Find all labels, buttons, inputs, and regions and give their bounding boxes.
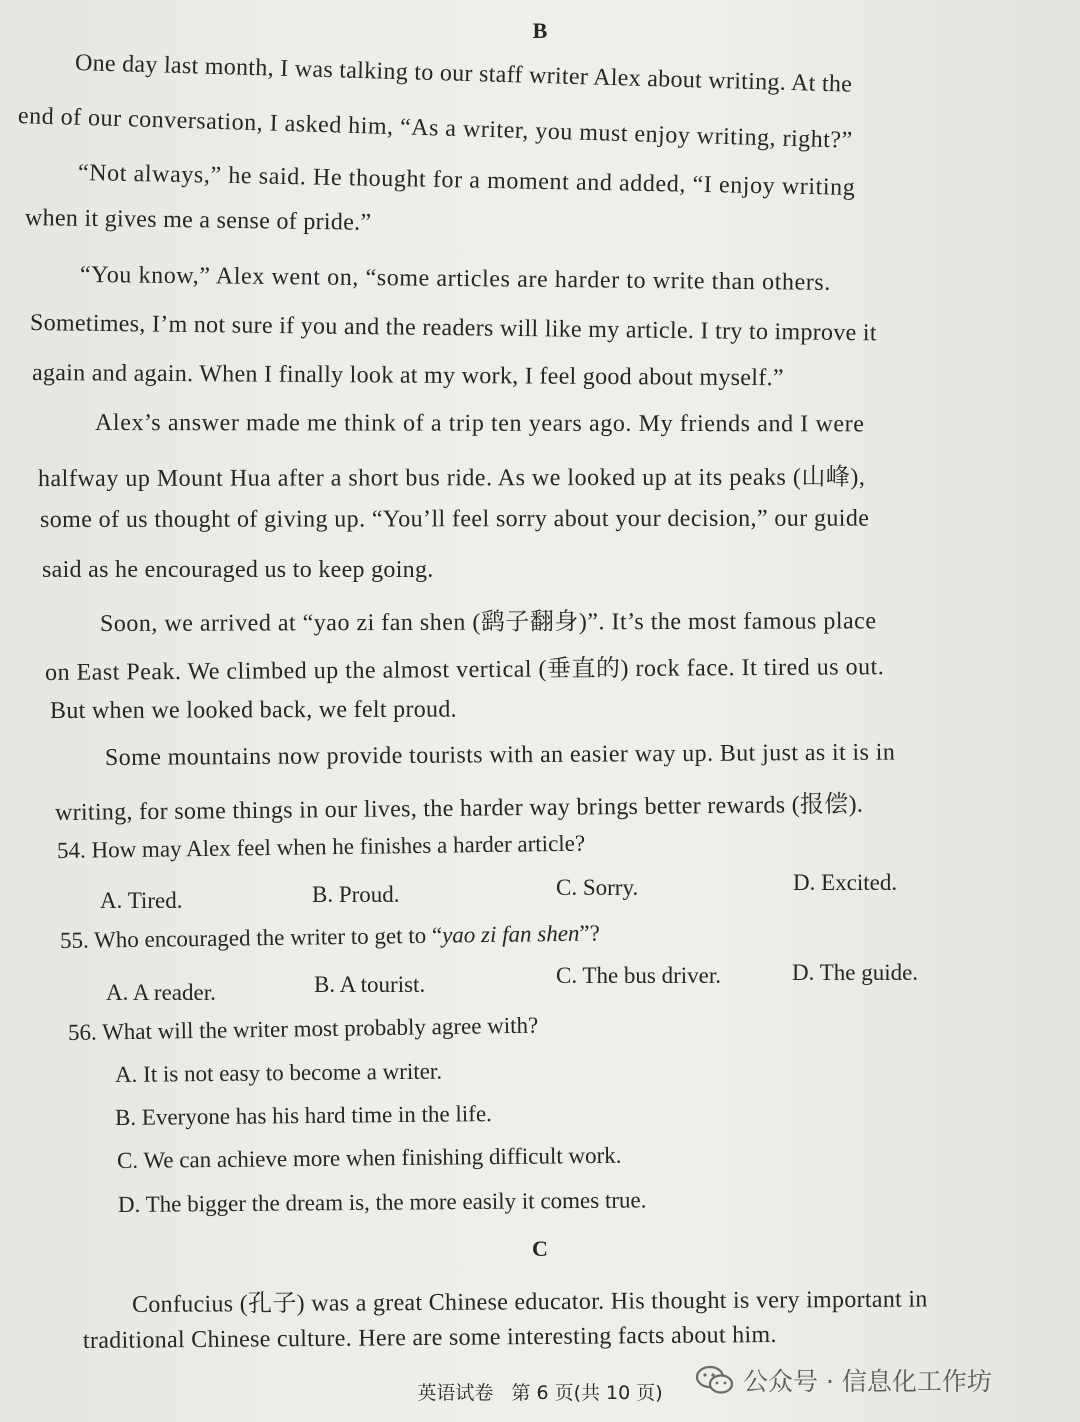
q55-option-d[interactable]: D. The guide. bbox=[792, 960, 919, 985]
passage-line: But when we looked back, we felt proud. bbox=[49, 696, 457, 724]
q56-option-a[interactable]: A. It is not easy to become a writer. bbox=[114, 1058, 443, 1087]
q55-option-b[interactable]: B. A tourist. bbox=[314, 972, 426, 997]
passage-line: again and again. When I finally look at my work, I feel good about myself.” bbox=[31, 360, 784, 392]
passage-line: Sometimes, I’m not sure if you and the readers will like my article. I try to improve it bbox=[29, 310, 877, 347]
section-b-heading: B bbox=[532, 18, 548, 43]
question-55 bbox=[60, 920, 600, 954]
passage-line: “Not always,” he said. He thought for a moment and added, “I enjoy writing bbox=[77, 160, 856, 201]
passage-line: some of us thought of giving up. “You’ll feel sorry about your decision,” our guide bbox=[39, 505, 870, 533]
q54-option-b[interactable]: B. Proud. bbox=[312, 882, 400, 907]
q54-option-c[interactable]: C. Sorry. bbox=[556, 875, 639, 900]
passage-line: said as he encouraged us to keep going. bbox=[42, 557, 434, 583]
q54-option-d[interactable]: D. Excited. bbox=[793, 870, 898, 895]
q55-stem-italic: yao zi fan shen bbox=[441, 920, 580, 948]
q55-option-a[interactable]: A. A reader. bbox=[106, 980, 216, 1005]
passage-line: when it gives me a sense of pride.” bbox=[24, 205, 372, 236]
wechat-icon bbox=[695, 1365, 735, 1395]
passage-line: writing, for some things in our lives, the harder way brings better rewards (报偿). bbox=[54, 791, 864, 826]
passage-line: Some mountains now provide tourists with an easier way up. But just as it is in bbox=[104, 739, 896, 771]
passage-line: One day last month, I was talking to our staff writer Alex about writing. At the bbox=[74, 50, 853, 98]
passage-line: end of our conversation, I asked him, “As a writer, you must enjoy writing, right?” bbox=[17, 103, 854, 154]
q56-option-d[interactable]: D. The bigger the dream is, the more easily it comes true. bbox=[117, 1187, 647, 1217]
footer-page-number: 第 6 页(共 10 页) bbox=[511, 1382, 663, 1404]
passage-line: “You know,” Alex went on, “some articles are harder to write than others. bbox=[79, 262, 832, 296]
passage-line: Soon, we arrived at “yao zi fan shen (鹞子翻身)”. It’s the most famous place bbox=[99, 608, 877, 637]
question-56: 56. What will the writer most probably agree with? bbox=[67, 1012, 539, 1045]
watermark-text: 公众号 · 信息化工作坊 bbox=[743, 1367, 992, 1396]
q56-option-b[interactable]: B. Everyone has his hard time in the life. bbox=[114, 1101, 492, 1130]
passage-c-line: traditional Chinese culture. Here are some interesting facts about him. bbox=[82, 1321, 777, 1354]
passage-c-line: Confucius (孔子) was a great Chinese educator. His thought is very important in bbox=[131, 1286, 928, 1318]
passage-line: on East Peak. We climbed up the almost vertical (垂直的) rock face. It tired us out. bbox=[44, 654, 885, 686]
q55-stem-suffix: ”? bbox=[579, 920, 601, 946]
q55-option-c[interactable]: C. The bus driver. bbox=[556, 963, 722, 988]
question-54: 54. How may Alex feel when he finishes a harder article? bbox=[56, 830, 586, 863]
watermark bbox=[695, 1362, 992, 1398]
passage-line: Alex’s answer made me think of a trip ten years ago. My friends and I were bbox=[94, 410, 865, 438]
q55-stem-prefix: 55. Who encouraged the writer to get to “ bbox=[59, 922, 443, 953]
passage-line: halfway up Mount Hua after a short bus ride. As we looked up at its peaks (山峰), bbox=[37, 464, 866, 492]
q54-option-a[interactable]: A. Tired. bbox=[100, 888, 183, 913]
footer-subject: 英语试卷 bbox=[417, 1382, 494, 1404]
q56-option-c[interactable]: C. We can achieve more when finishing difficult work. bbox=[116, 1142, 622, 1173]
section-c-heading: C bbox=[532, 1236, 548, 1261]
